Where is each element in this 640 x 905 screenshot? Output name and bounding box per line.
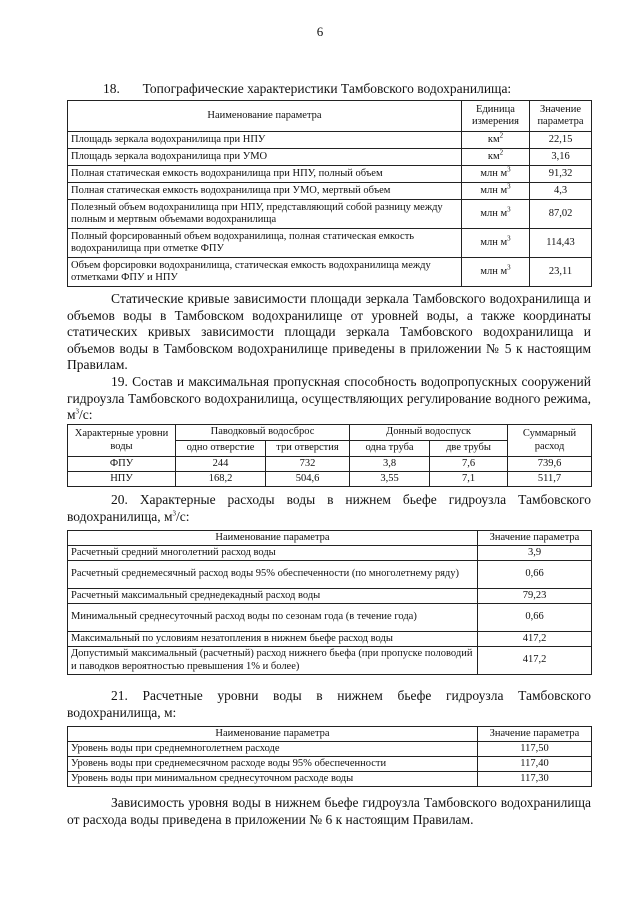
table-row (68, 632, 592, 647)
row-name: Площадь зеркала водохранилища при НПУ (68, 132, 462, 149)
table-header-row (68, 531, 592, 546)
header-value: Значение параметра (530, 101, 592, 132)
table-row (68, 132, 592, 149)
row-two-pipes: 7,1 (430, 472, 508, 487)
row-value: 117,50 (478, 742, 592, 757)
row-name: Объем форсировки водохранилища, статическая емкость водохранилища между отметками ФПУ и НПУ (68, 258, 462, 287)
section-20-number: 20. (111, 492, 128, 507)
row-value: 87,02 (530, 200, 592, 229)
row-three-openings: 504,6 (266, 472, 350, 487)
row-value: 4,3 (530, 183, 592, 200)
header-bottom-outlet: Донный водоспуск (350, 425, 508, 441)
header-levels: Характерные уровни воды (68, 425, 176, 457)
table-header-row (68, 101, 592, 132)
row-level: НПУ (68, 472, 176, 487)
table-row (68, 742, 592, 757)
row-total: 739,6 (508, 457, 592, 472)
page-number: 6 (316, 24, 324, 39)
row-value: 3,16 (530, 149, 592, 166)
row-name: Минимальный среднесуточный расход воды по сезонам года (в течение года) (68, 604, 478, 632)
row-one-pipe: 3,8 (350, 457, 430, 472)
header-parameter-name: Наименование параметра (68, 531, 478, 546)
table-row (68, 561, 592, 589)
row-value: 3,9 (478, 546, 592, 561)
row-value: 0,66 (478, 604, 592, 632)
table-row (68, 229, 592, 258)
row-name: Расчетный средний многолетний расход воды (68, 546, 478, 561)
header-parameter-name: Наименование параметра (68, 101, 462, 132)
table-header-row (68, 727, 592, 742)
row-value: 0,66 (478, 561, 592, 589)
final-paragraph: Зависимость уровня воды в нижнем бьефе гидроузла Тамбовского водохранилища от расхода воды приведена в приложении № 6 к настоящим Правилам. (67, 795, 591, 827)
table-row (68, 166, 592, 183)
row-value: 79,23 (478, 589, 592, 604)
header-value: Значение параметра (478, 531, 592, 546)
section-19-number: 19. (111, 374, 128, 389)
table-row (68, 589, 592, 604)
row-unit: млн $м^3$ (462, 166, 530, 183)
row-name: Полезный объем водохранилища при НПУ, представляющий собой разницу между полным и мертвым объемами водохранилища (68, 200, 462, 229)
row-name: Допустимый максимальный (расчетный) расход нижнего бьефа (при пропуске половодий и паводков вероятностью превышения 1% и более) (68, 647, 478, 675)
row-unit: $км^2$ (462, 132, 530, 149)
table-row (68, 457, 592, 472)
row-one-opening: 168,2 (176, 472, 266, 487)
row-total: 511,7 (508, 472, 592, 487)
section-19-text: 19. Состав и максимальная пропускная способность водопропускных сооружений гидроузла Тамбовского водохранилища, осуществляющих регулирование водного режима, $м^3/с$: (67, 374, 592, 422)
static-curves-paragraph: Статические кривые зависимости площади зеркала Тамбовского водохранилища и объемов воды в Тамбовском водохранилище от уровней воды, а также координаты статических кривых зависимости площади зеркала Тамбовского водохранилища и объемов воды в Тамбовском водохранилище приведены в приложении № 5 к настоящим Правилам. (67, 291, 591, 372)
header-two-pipes: две трубы (430, 441, 508, 457)
row-value: 117,40 (478, 757, 592, 772)
water-levels-table (67, 726, 592, 787)
row-level: ФПУ (68, 457, 176, 472)
header-total: Суммарный расход (508, 425, 592, 457)
spillway-capacity-table (67, 424, 592, 487)
section-21-text: 21. Расчетные уровни воды в нижнем бьефе гидроузла Тамбовского водохранилища, м: (67, 688, 592, 720)
table-row (68, 149, 592, 166)
header-three-openings: три отверстия (266, 441, 350, 457)
row-name: Уровень воды при минимальном среднесуточном расходе воды (68, 772, 478, 787)
table-row (68, 647, 592, 675)
table-row (68, 772, 592, 787)
row-name: Уровень воды при среднемесячном расходе воды 95% обеспеченности (68, 757, 478, 772)
row-unit: $км^2$ (462, 149, 530, 166)
section-18-number: 18. (103, 81, 120, 96)
row-unit: млн $м^3$ (462, 183, 530, 200)
header-flood-spillway: Паводковый водосброс (176, 425, 350, 441)
row-value: 22,15 (530, 132, 592, 149)
row-name: Расчетный максимальный среднедекадный расход воды (68, 589, 478, 604)
row-unit: млн $м^3$ (462, 258, 530, 287)
table-header-row (68, 425, 592, 441)
row-one-opening: 244 (176, 457, 266, 472)
section-20-text: 20. Характерные расходы воды в нижнем бьефе гидроузла Тамбовского водохранилища, $м^3/с$: (67, 492, 591, 524)
section-18-heading (103, 80, 583, 97)
row-two-pipes: 7,6 (430, 457, 508, 472)
row-name: Полная статическая емкость водохранилища при НПУ, полный объем (68, 166, 462, 183)
section-21-number: 21. (111, 688, 128, 703)
row-name: Площадь зеркала водохранилища при УМО (68, 149, 462, 166)
discharge-table (67, 530, 592, 675)
table-row (68, 604, 592, 632)
topographic-table (67, 100, 592, 287)
table-row (68, 757, 592, 772)
row-name: Полный форсированный объем водохранилища, полная статическая емкость водохранилища при отметке ФПУ (68, 229, 462, 258)
row-unit: млн $м^3$ (462, 200, 530, 229)
table-row (68, 472, 592, 487)
table-row (68, 546, 592, 561)
row-name: Расчетный среднемесячный расход воды 95% обеспеченности (по многолетнему ряду) (68, 561, 478, 589)
row-name: Максимальный по условиям незатопления в нижнем бьефе расход воды (68, 632, 478, 647)
row-value: 91,32 (530, 166, 592, 183)
row-value: 114,43 (530, 229, 592, 258)
row-value: 417,2 (478, 647, 592, 675)
header-one-pipe: одна труба (350, 441, 430, 457)
row-name: Полная статическая емкость водохранилища при УМО, мертвый объем (68, 183, 462, 200)
row-three-openings: 732 (266, 457, 350, 472)
row-value: 23,11 (530, 258, 592, 287)
row-value: 117,30 (478, 772, 592, 787)
table-row (68, 183, 592, 200)
table-row (68, 258, 592, 287)
section-18-title: Топографические характеристики Тамбовского водохранилища: (142, 81, 512, 96)
row-name: Уровень воды при среднемноголетнем расходе (68, 742, 478, 757)
row-unit: млн $м^3$ (462, 229, 530, 258)
header-parameter-name: Наименование параметра (68, 727, 478, 742)
header-unit: Единица измерения (462, 101, 530, 132)
header-value: Значение параметра (478, 727, 592, 742)
table-row (68, 200, 592, 229)
row-one-pipe: 3,55 (350, 472, 430, 487)
header-one-opening: одно отверстие (176, 441, 266, 457)
row-value: 417,2 (478, 632, 592, 647)
